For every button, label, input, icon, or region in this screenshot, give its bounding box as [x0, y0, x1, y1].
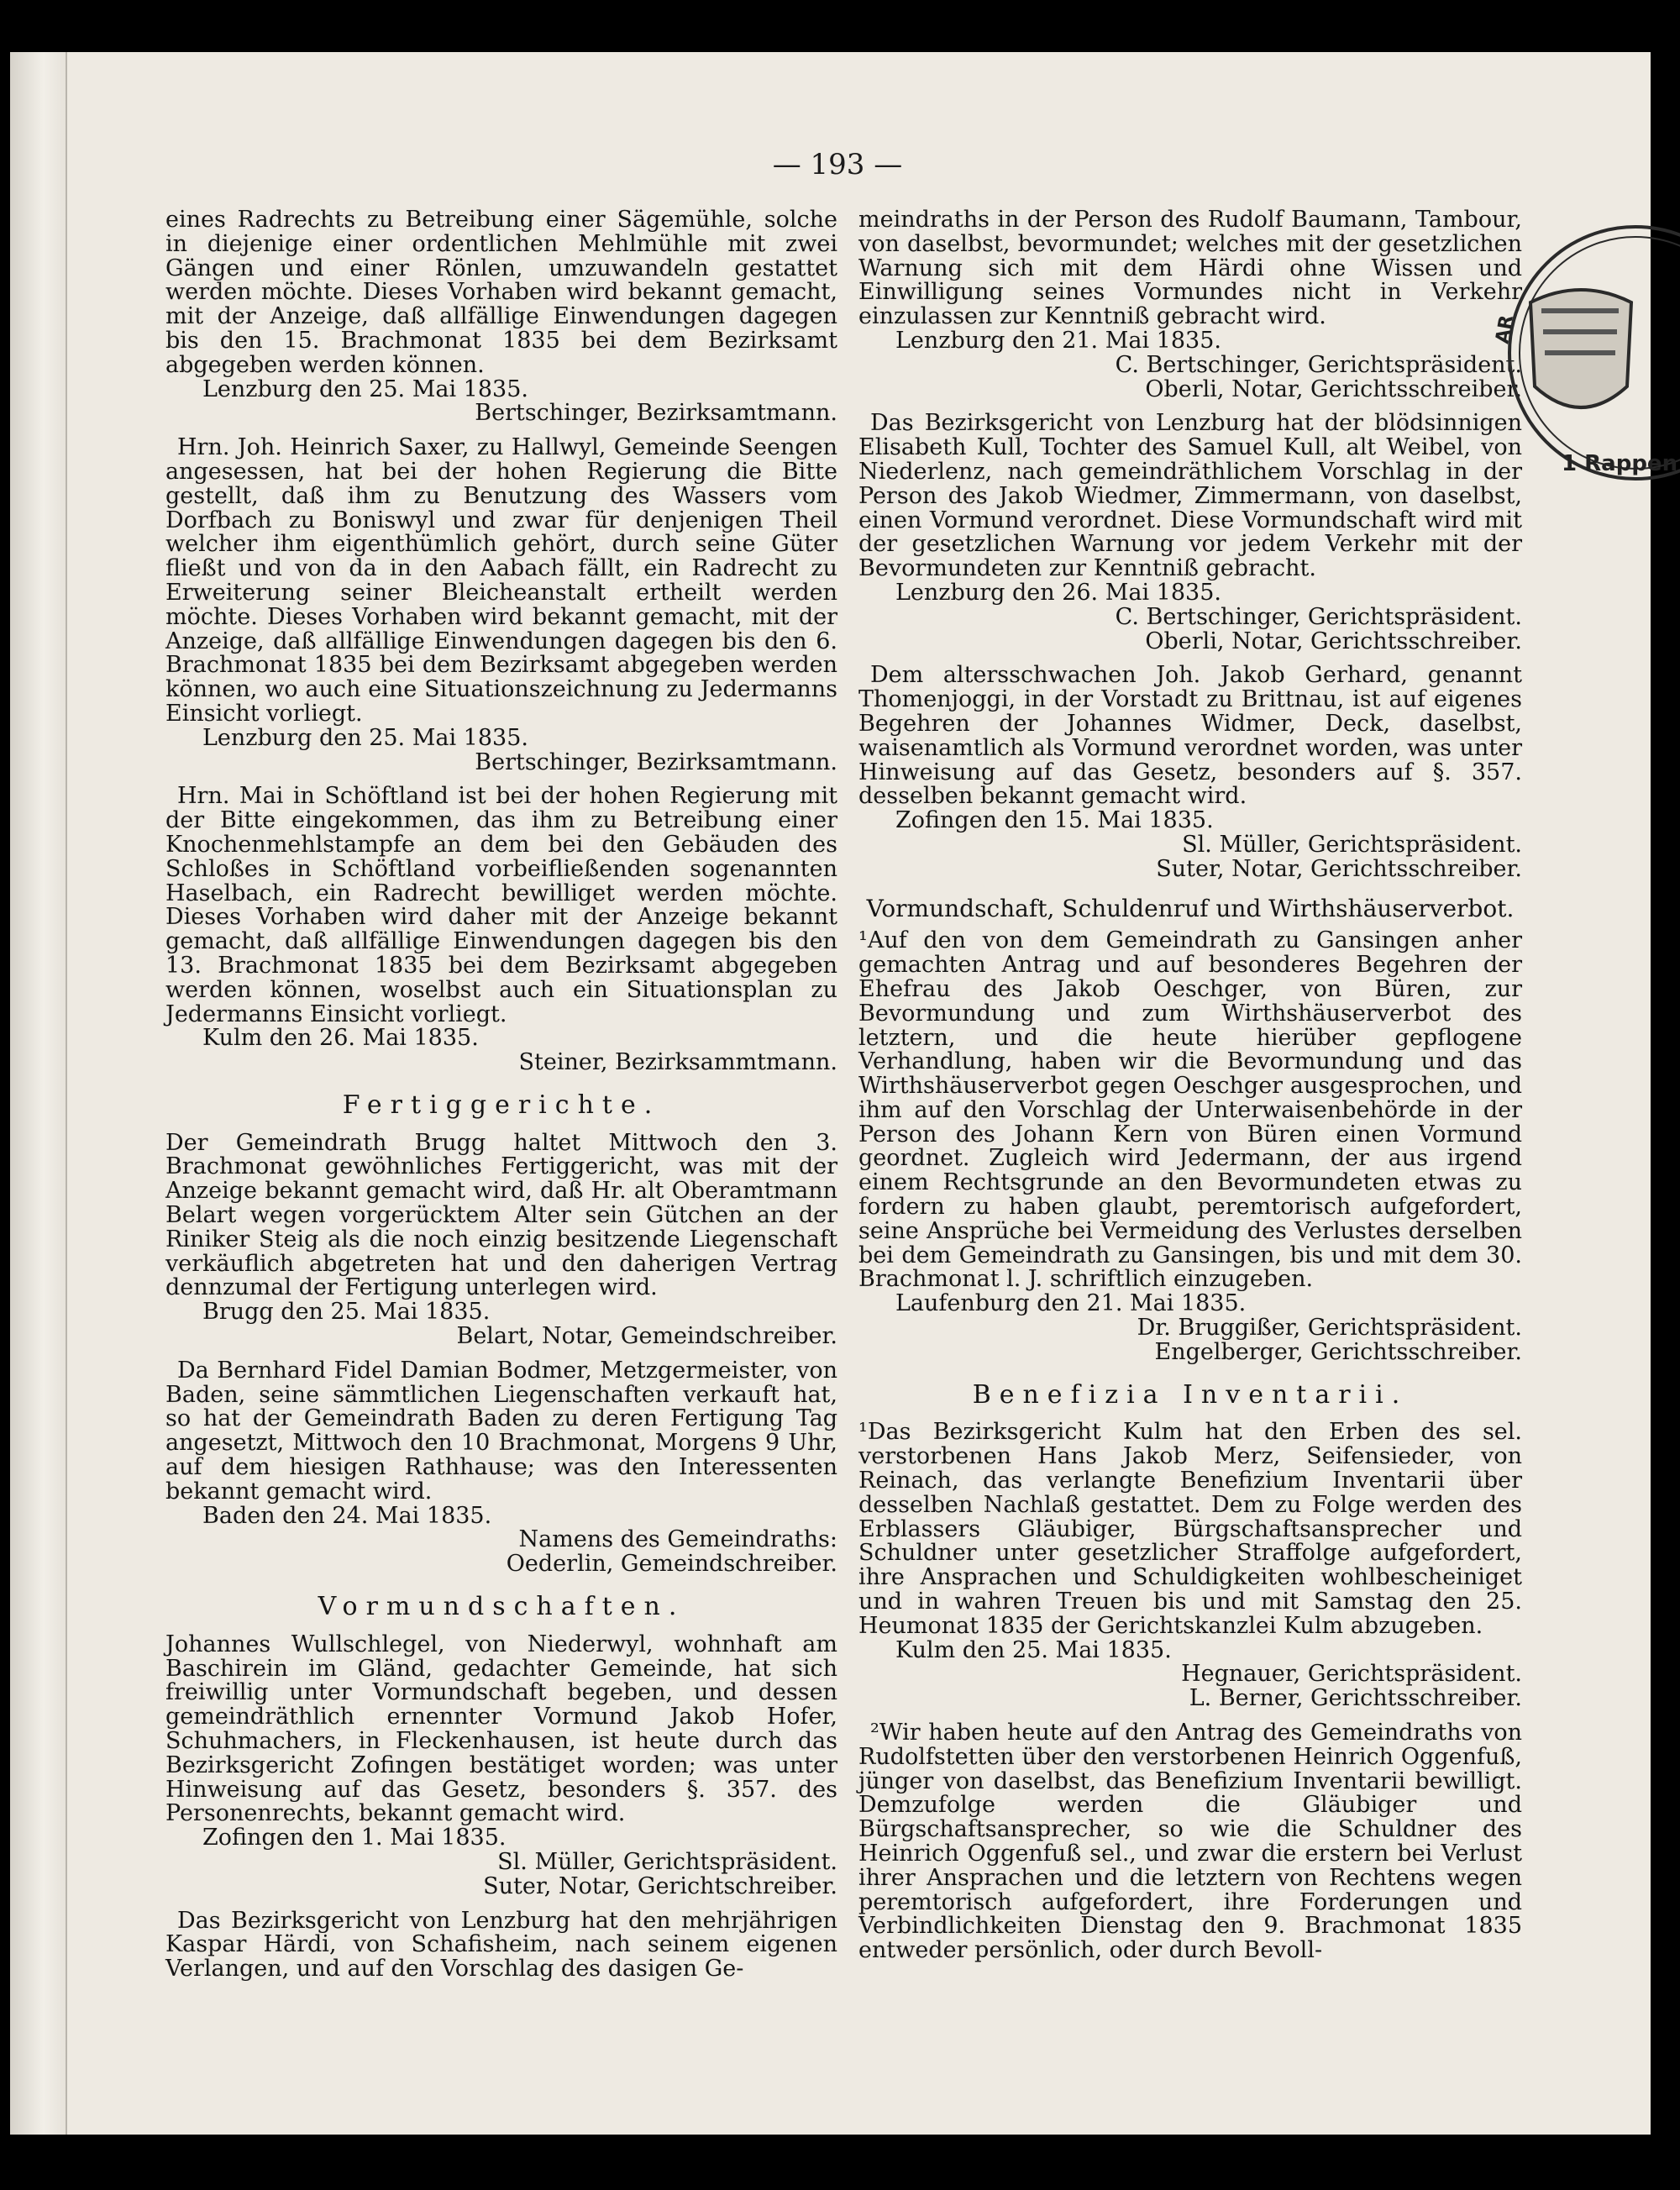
notice-place-date: Zofingen den 15. Mai 1835. [895, 807, 1214, 834]
notice-paragraph: eines Radrechts zu Betreibung einer Sägemühle, solche in diejenige einer ordentlichen Mehlmühle mit zwei Gängen und einer Rönlen, umzuwandeln gestattet werden möchte. Dieses Vorhaben wird bekannt gemacht, mit der Anzeige, daß allfällige Einwendungen dagegen bis den 15. Brachmonat 1835 bei dem Bezirksamt abgegeben werden können. [165, 207, 837, 378]
section-heading-benefizia: Benefizia Inventarii. [972, 1379, 1409, 1410]
notice-place-date: Lenzburg den 25. Mai 1835. [202, 724, 528, 751]
section-heading-fertiggerichte: Fertiggerichte. [342, 1090, 661, 1120]
notice-paragraph: Das Bezirksgericht von Lenzburg hat den mehrjährigen Kaspar Härdi, von Schafisheim, nach seinem eigenen Verlangen, und auf den Vorschlag des dasigen Ge- [165, 1907, 837, 1983]
notice-signature: C. Bertschinger, Gerichtspräsident. [1115, 351, 1522, 378]
notice-place-date: Kulm den 26. Mai 1835. [202, 1025, 479, 1052]
stamp-text-left: AR [1492, 313, 1518, 346]
notice-place-date: Lenzburg den 26. Mai 1835. [895, 579, 1221, 606]
notice-paragraph: ¹Das Bezirksgericht Kulm hat den Erben des sel. verstorbenen Hans Jakob Merz, Seifensieder, von Reinach, das verlangte Benefizium Inventarii über desselben Nachlaß gestattet. Dem zu Folge werden des Erblassers Gläubiger, Bürgschaftsansprecher und Schuldner unter gesetzlicher Straffolge aufgefordert, ihre Ansprachen und Schuldigkeiten wohlbescheiniget und in wahren Treuen bis und mit Samstag den 25. Heumonat 1835 der Gerichtskanzlei Kulm abzugeben. [858, 1419, 1522, 1639]
shield-icon [1530, 290, 1631, 407]
binding-gutter [10, 52, 66, 2135]
notice-place-date: Baden den 24. Mai 1835. [202, 1502, 492, 1529]
notice-place-date: Lenzburg den 25. Mai 1835. [202, 376, 528, 402]
notice-signature: Suter, Notar, Gerichtsschreiber. [1156, 855, 1522, 882]
notice-signature: Bertschinger, Bezirksamtmann. [475, 400, 837, 427]
stamp-text-bottom: 1 Rappen [1562, 451, 1678, 476]
notice-paragraph: Das Bezirksgericht von Lenzburg hat der blödsinnigen Elisabeth Kull, Tochter des Samuel Kull, alt Weibel, von Niederlenz, nach gemeindräthlichem Vorschlag in der Person des Jakob Wiedmer, Zimmermann, von daselbst, einen Vormund verordnet. Diese Vormundschaft wird mit der gesetzlichen Warnung vor jedem Verkehr mit der Bevormundeten zur Kenntniß gebracht. [858, 410, 1522, 582]
notice-signature: Oederlin, Gemeindschreiber. [506, 1551, 837, 1578]
notice-signature: Steiner, Bezirksammtmann. [518, 1049, 837, 1076]
notice-place-date: Lenzburg den 21. Mai 1835. [895, 327, 1221, 354]
page-number: — 193 — [772, 148, 903, 181]
notice-paragraph: Johannes Wullschlegel, von Niederwyl, wohnhaft am Baschirein im Gländ, gedachter Gemeinde, hat sich freiwillig unter Vormundschaft begeben, und dessen gemeindräthlich ernennter Vormund Jakob Hofer, Schuhmachers, in Fleckenhausen, ist heute durch das Bezirksgericht Zofingen bestätiget worden; was unter Hinweisung auf das Gesetz, besonders §. 357. des Personenrechts, bekannt gemacht wird. [165, 1631, 837, 1827]
notice-signature: Namens des Gemeindraths: [518, 1526, 837, 1553]
notice-signature: L. Berner, Gerichtsschreiber. [1189, 1685, 1522, 1712]
notice-signature: Sl. Müller, Gerichtspräsident. [497, 1849, 837, 1875]
section-heading-vormundschaften: Vormundschaften. [318, 1592, 685, 1622]
notice-signature: Engelberger, Gerichtsschreiber. [1154, 1338, 1522, 1365]
notice-signature: C. Bertschinger, Gerichtspräsident. [1115, 603, 1522, 630]
notice-place-date: Kulm den 25. Mai 1835. [895, 1636, 1172, 1663]
section-heading-schuldenruf: Vormundschaft, Schuldenruf und Wirthshäuserverbot. [866, 894, 1515, 922]
notice-signature: Hegnauer, Gerichtspräsident. [1181, 1661, 1522, 1688]
notice-signature: Suter, Notar, Gerichtschreiber. [483, 1872, 837, 1899]
notice-place-date: Laufenburg den 21. Mai 1835. [895, 1290, 1247, 1317]
notice-signature: Dr. Bruggißer, Gerichtspräsident. [1137, 1315, 1522, 1342]
binding-edge [66, 52, 67, 2135]
notice-signature: Sl. Müller, Gerichtspräsident. [1182, 831, 1522, 858]
notice-signature: Oberli, Notar, Gerichtsschreiber. [1145, 376, 1522, 402]
notice-signature: Oberli, Notar, Gerichtsschreiber. [1145, 628, 1522, 654]
notice-paragraph: ¹Auf den von dem Gemeindrath zu Gansingen anher gemachten Antrag und auf besonderes Begehren der Ehefrau des Jakob Oeschger, von Büren, zur Bevormundung und zum Wirthshäuserverbot des letztern, und die heute hierüber gepflogene Verhandlung, haben wir die Bevormundung und das Wirthshäuserverbot gegen Oeschger ausgesprochen, und ihm auf den Vorschlag der Unterwaisenbehörde in der Person des Johann Kern von Büren einen Vormund geordnet. Zugleich wird Jedermann, der aus irgend einem Rechtsgrunde an den Bevormundeten etwas zu fordern zu haben glaubt, peremtorisch aufgefordert, seine Ansprüche bei Vermeidung des Verlustes derselben bei dem Gemeindrath zu Gansingen, bis und mit dem 30. Brachmonat l. J. schriftlich einzugeben. [858, 927, 1522, 1293]
notice-paragraph: Da Bernhard Fidel Damian Bodmer, Metzgermeister, von Baden, seine sämmtlichen Liegenschaften verkauft hat, so hat der Gemeindrath Baden zu deren Fertigung Tag angesetzt, Mittwoch den 10 Brachmonat, Morgens 9 Uhr, auf dem hiesigen Rathhause; was den Interessenten bekannt gemacht wird. [165, 1357, 837, 1505]
notice-paragraph: Hrn. Joh. Heinrich Saxer, zu Hallwyl, Gemeinde Seengen angesessen, hat bei der hohen Regierung die Bitte gestellt, daß ihm zu Benutzung des Wassers vom Dorfbach zu Boniswyl und zwar für denjenigen Theil welcher ihm eigenthümlich gehört, durch seine Güter fließt und von da in den Aabach fällt, ein Radrecht zu Erweiterung seiner Bleicheanstalt ertheilt werden möchte. Dieses Vorhaben wird bekannt gemacht, mit der Anzeige, daß allfällige Einwendungen dagegen bis den 6. Brachmonat 1835 bei dem Bezirksamt abgegeben werden können, wo auch eine Situationszeichnung zu Jedermanns Einsicht vorliegt. [165, 434, 837, 727]
notice-signature: Bertschinger, Bezirksamtmann. [475, 748, 837, 775]
notice-paragraph: Dem altersschwachen Joh. Jakob Gerhard, genannt Thomenjoggi, in der Vorstadt zu Brittnau, ist auf eigenes Begehren der Johannes Widmer, Deck, daselbst, waisenamtlich als Vormund verordnet worden, was unter Hinweisung auf das Gesetz, besonders auf §. 357. desselben bekannt gemacht wird. [858, 662, 1522, 810]
notice-place-date: Brugg den 25. Mai 1835. [202, 1299, 491, 1326]
notice-paragraph: ²Wir haben heute auf den Antrag des Gemeindraths von Rudolfstetten über den verstorbenen Heinrich Oggenfuß, jünger von daselbst, das Benefizium Inventarii bewilligt. Demzufolge werden die Gläubiger und Bürgschaftsansprecher, so wie die Schuldner des Heinrich Oggenfuß sel., und zwar die erstern bei Verlust ihrer Ansprachen und die letztern von Rechtens wegen peremtorisch aufgefordert, ihre Forderungen und Verbindlichkeiten Dienstag den 9. Brachmonat 1835 entweder persönlich, oder durch Bevoll- [858, 1720, 1522, 1964]
newspaper-page [10, 52, 1678, 2135]
notice-paragraph: Hrn. Mai in Schöftland ist bei der hohen Regierung mit der Bitte eingekommen, das ihm zu Betreibung einer Knochenmehlstampfe an dem bei den Gebäuden des Schloßes in Schöftland vorbeifließenden sogenannten Haselbach, ein Radrecht bewilliget werden möchte. Dieses Vorhaben wird daher mit der Anzeige bekannt gemacht, daß allfällige Einwendungen dagegen bis den 13. Brachmonat 1835 bei dem Bezirksamt abgegeben werden können, woselbst auch ein Situationsplan zu Jedermanns Einsicht vorliegt. [165, 783, 837, 1027]
notice-paragraph: meindraths in der Person des Rudolf Baumann, Tambour, von daselbst, bevormundet; welches mit der gesetzlichen Warnung sich mit dem Härdi ohne Wissen und Einwilligung seines Vormundes nicht in Verkehr einzulassen zur Kenntniß gebracht wird. [858, 207, 1522, 330]
notice-signature: Belart, Notar, Gemeindschreiber. [456, 1323, 837, 1350]
notice-place-date: Zofingen den 1. Mai 1835. [202, 1825, 507, 1851]
right-column [858, 208, 1522, 1963]
notice-paragraph: Der Gemeindrath Brugg haltet Mittwoch den 3. Brachmonat gewöhnliches Fertiggericht, was mit der Anzeige bekannt gemacht wird, daß Hr. alt Oberamtmann Belart wegen vorgerücktem Alter sein Gütchen an der Riniker Steig als die noch einzig besitzende Liegenschaft verkäuflich abgetreten hat und den daherigen Vertrag dennzumal der Fertigung unterlegen wird. [165, 1129, 837, 1301]
left-column [165, 208, 837, 1982]
tax-stamp [1492, 227, 1678, 504]
